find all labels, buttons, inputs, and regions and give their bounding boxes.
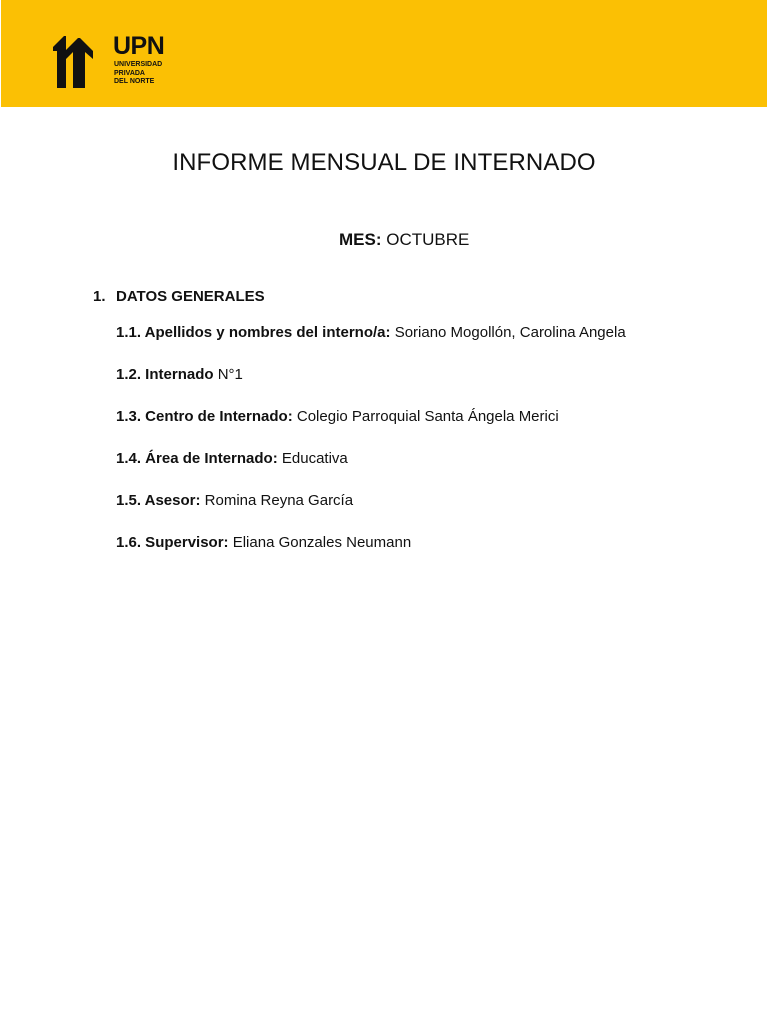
field-label: 1.4. Área de Internado: (116, 450, 278, 467)
field-internship-center (116, 408, 559, 425)
section-title: DATOS GENERALES (116, 288, 265, 305)
field-internship-number (116, 366, 243, 383)
field-label: 1.1. Apellidos y nombres del interno/a: (116, 324, 391, 341)
month-value: OCTUBRE (386, 230, 470, 249)
field-advisor (116, 492, 353, 509)
month-label: MES: (339, 230, 382, 249)
field-value: Romina Reyna García (204, 492, 354, 509)
upn-logo (53, 32, 183, 90)
field-supervisor (116, 534, 411, 551)
section-number: 1. (93, 288, 106, 305)
header-band (1, 0, 767, 107)
field-label: 1.3. Centro de Internado: (116, 408, 293, 425)
field-value: Soriano Mogollón, Carolina Angela (394, 324, 626, 341)
field-label: 1.2. Internado (116, 366, 214, 383)
logo-subtitle-line: UNIVERSIDAD (114, 61, 163, 68)
field-value: N°1 (217, 366, 243, 383)
field-value: Colegio Parroquial Santa Ángela Merici (296, 408, 559, 425)
section-heading (93, 288, 265, 305)
field-label: 1.5. Asesor: (116, 492, 201, 509)
field-value: Eliana Gonzales Neumann (232, 534, 412, 551)
month-line (339, 230, 469, 250)
logo-subtitle-line: DEL NORTE (114, 78, 155, 85)
logo-subtitle (114, 61, 162, 87)
field-value: Educativa (281, 450, 348, 467)
logo-subtitle-line: PRIVADA (114, 69, 145, 77)
field-intern-name (116, 324, 626, 341)
document-title: INFORME MENSUAL DE INTERNADO (172, 149, 596, 176)
upn-arrow-logo-icon (53, 36, 107, 88)
field-internship-area (116, 450, 348, 467)
logo-wordmark: UPN (113, 32, 165, 60)
field-label: 1.6. Supervisor: (116, 534, 229, 551)
